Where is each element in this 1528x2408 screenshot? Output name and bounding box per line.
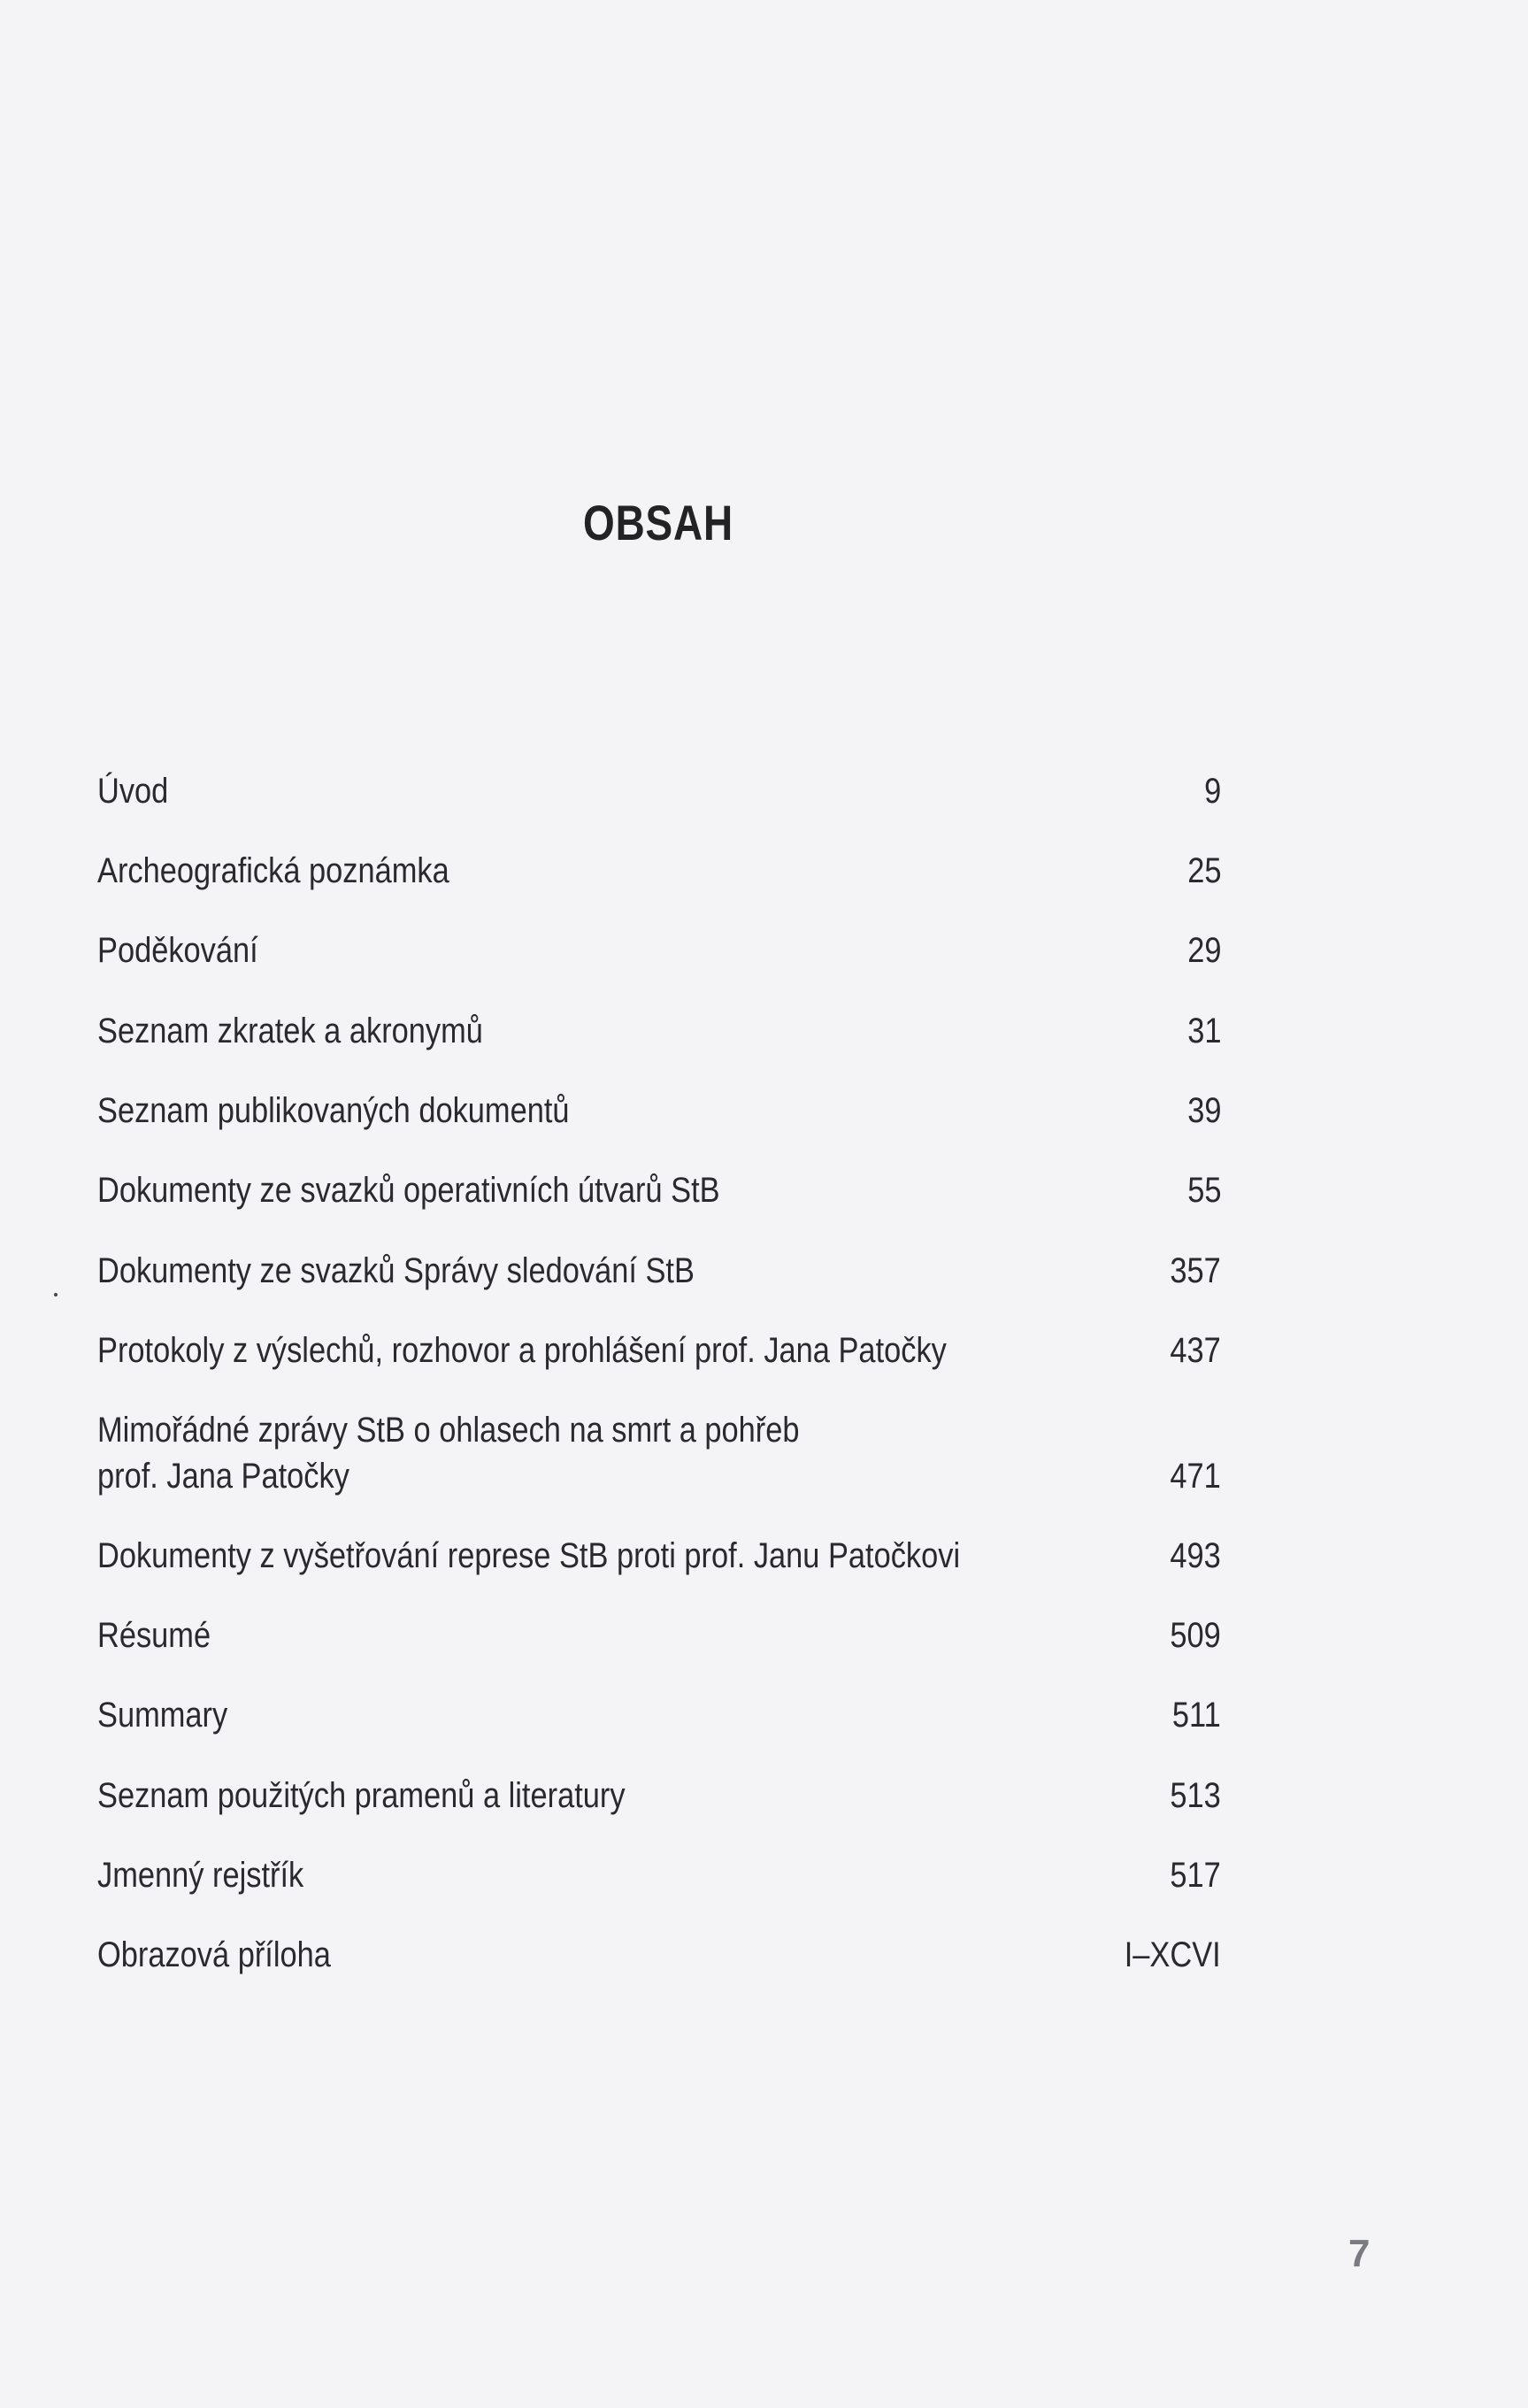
toc-entry-page: 511 [1172,1696,1221,1735]
toc-entry-label: Dokumenty ze svazků Správy sledování StB [97,1251,695,1290]
toc-entry-page: 29 [1186,931,1221,970]
toc-entry-label: Obrazová příloha [97,1935,331,1974]
toc-entry-page: 357 [1170,1251,1221,1290]
toc-entry-summary[interactable] [97,1692,1221,1738]
toc-entry-label: Mimořádné zprávy StB o ohlasech na smrt a pohřeb prof. Jana Patočky [97,1411,800,1496]
page-number: 7 [1348,2232,1371,2275]
toc-entry-archeograficka-poznamka[interactable] [97,848,1221,894]
toc-entry-label: Poděkování [97,931,258,970]
toc-entry-page: 471 [1170,1457,1221,1496]
toc-entry-label: Résumé [97,1616,211,1655]
toc-entry-page: 513 [1170,1776,1221,1815]
toc-entry-dokumenty-z-vysetrovani[interactable] [97,1533,1221,1579]
toc-entry-page: 39 [1186,1091,1221,1130]
paper-speck [54,1293,58,1296]
toc-entry-label: Seznam publikovaných dokumentů [97,1091,570,1130]
toc-entry-page: 9 [1203,772,1221,811]
toc-entry-page: 437 [1170,1331,1221,1370]
toc-entry-jmenny-rejstrik[interactable] [97,1852,1221,1898]
toc-entry-page: 509 [1170,1616,1221,1655]
toc-entry-page: 55 [1186,1171,1221,1210]
toc-entry-dokumenty-spravy-sledovani[interactable] [97,1248,1221,1294]
toc-entry-label: Úvod [97,772,169,811]
toc-entry-page: 517 [1170,1856,1221,1895]
toc-entry-label: Summary [97,1696,228,1735]
toc-entry-page: I–XCVI [1125,1935,1221,1974]
toc-entry-label: Dokumenty z vyšetřování represe StB proti prof. Janu Patočkovi [97,1536,961,1575]
toc-entry-label: Seznam použitých pramenů a literatury [97,1776,626,1815]
toc-entry-protokoly-z-vyslechu[interactable] [97,1327,1221,1373]
toc-entry-seznam-publikovanych-dokumentu[interactable] [97,1088,1221,1134]
toc-entry-mimoradne-zpravy[interactable] [97,1407,1221,1499]
toc-entry-podekovani[interactable] [97,927,1221,973]
toc-entry-seznam-zkratek[interactable] [97,1008,1221,1054]
toc-entry-page: 31 [1186,1012,1221,1050]
toc-entry-obrazova-priloha[interactable] [97,1932,1221,1978]
toc-entry-label: Dokumenty ze svazků operativních útvarů StB [97,1171,720,1210]
toc-entry-label: Jmenný rejstřík [97,1856,304,1895]
toc-entry-seznam-pramenu[interactable] [97,1773,1221,1819]
toc-entry-label: Seznam zkratek a akronymů [97,1012,483,1050]
toc-entry-resume[interactable] [97,1612,1221,1658]
toc-entry-page: 493 [1170,1536,1221,1575]
toc-entry-page: 25 [1186,851,1221,890]
page-title: OBSAH [583,495,733,550]
toc-entry-label: Archeografická poznámka [97,851,449,890]
toc-entry-dokumenty-operativnich-utvaru[interactable] [97,1167,1221,1213]
toc-entry-uvod[interactable] [97,768,1221,814]
toc-entry-label: Protokoly z výslechů, rozhovor a prohlášení prof. Jana Patočky [97,1331,947,1370]
